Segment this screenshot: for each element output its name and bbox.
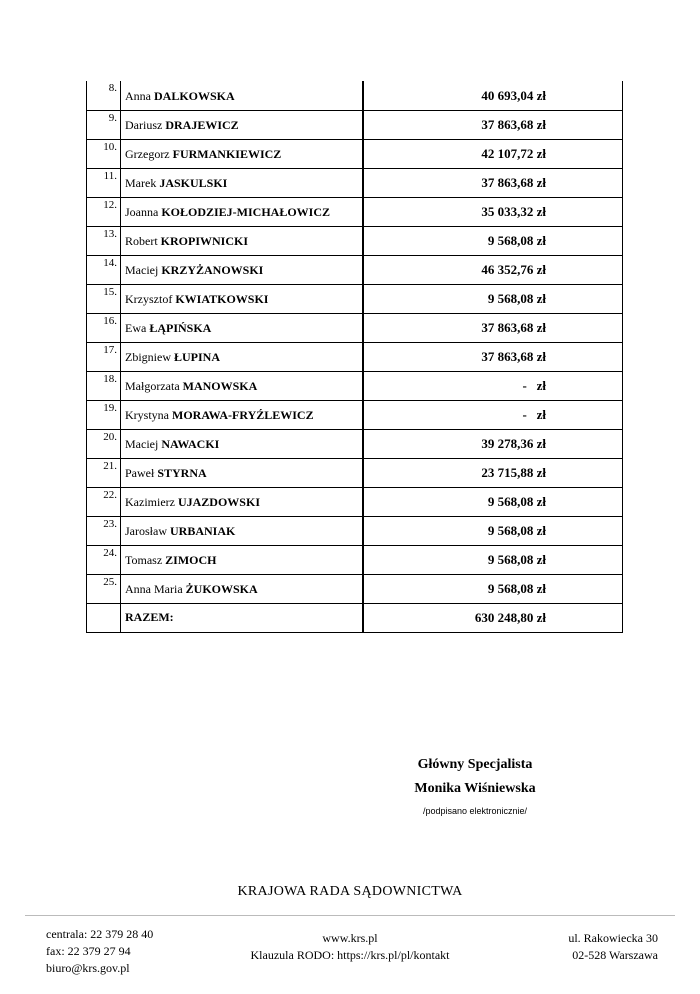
signature-name: Monika Wiśniewska bbox=[414, 781, 536, 796]
row-number: 20. bbox=[87, 429, 121, 458]
amount: 42 107,72 zł bbox=[363, 139, 623, 168]
surname: ŻUKOWSKA bbox=[185, 581, 258, 596]
table-row bbox=[87, 458, 623, 487]
person-name bbox=[121, 516, 363, 545]
row-number: 17. bbox=[87, 342, 121, 371]
row-number: 19. bbox=[87, 400, 121, 429]
surname: URBANIAK bbox=[170, 523, 236, 538]
surname: MORAWA-FRYŹLEWICZ bbox=[172, 407, 314, 422]
signature-note: /podpisano elektronicznie/ bbox=[422, 806, 528, 816]
row-number: 10. bbox=[87, 139, 121, 168]
row-number: 13. bbox=[87, 226, 121, 255]
row-number: 14. bbox=[87, 255, 121, 284]
table-row bbox=[87, 139, 623, 168]
table-row bbox=[87, 197, 623, 226]
amount: - zł bbox=[363, 400, 623, 429]
surname: UJAZDOWSKI bbox=[177, 494, 260, 509]
surname: DRAJEWICZ bbox=[165, 117, 239, 132]
first-name: Ewa bbox=[125, 320, 147, 335]
table-row bbox=[87, 516, 623, 545]
first-name: Dariusz bbox=[125, 117, 163, 132]
table-row bbox=[87, 487, 623, 516]
footer-fax: fax: 22 379 27 94 bbox=[46, 944, 131, 958]
first-name: Marek bbox=[125, 175, 157, 190]
first-name: Zbigniew bbox=[125, 349, 171, 364]
table-row bbox=[87, 168, 623, 197]
table-row bbox=[87, 313, 623, 342]
amount: 46 352,76 zł bbox=[363, 255, 623, 284]
person-name bbox=[121, 255, 363, 284]
amount: 39 278,36 zł bbox=[363, 429, 623, 458]
first-name: Jarosław bbox=[125, 523, 167, 538]
person-name bbox=[121, 400, 363, 429]
compensation-table bbox=[86, 81, 623, 633]
amount: - zł bbox=[363, 371, 623, 400]
table-row bbox=[87, 284, 623, 313]
person-name bbox=[121, 110, 363, 139]
surname: MANOWSKA bbox=[182, 378, 258, 393]
amount: 37 863,68 zł bbox=[363, 168, 623, 197]
amount: 9 568,08 zł bbox=[363, 545, 623, 574]
amount: 23 715,88 zł bbox=[363, 458, 623, 487]
footer-street: ul. Rakowiecka 30 bbox=[568, 931, 658, 945]
footer-divider bbox=[25, 915, 675, 916]
row-number: 22. bbox=[87, 487, 121, 516]
amount: 9 568,08 zł bbox=[363, 284, 623, 313]
table-row bbox=[87, 81, 623, 110]
footer-rodo: Klauzula RODO: https://krs.pl/pl/kontakt bbox=[250, 948, 450, 962]
amount: 9 568,08 zł bbox=[363, 574, 623, 603]
surname: KOŁODZIEJ-MICHAŁOWICZ bbox=[161, 204, 331, 219]
table-row bbox=[87, 255, 623, 284]
person-name bbox=[121, 139, 363, 168]
total-empty-cell bbox=[87, 603, 121, 632]
footer-city: 02-528 Warszawa bbox=[572, 948, 658, 962]
amount: 37 863,68 zł bbox=[363, 342, 623, 371]
surname: ZIMOCH bbox=[165, 552, 217, 567]
row-number: 23. bbox=[87, 516, 121, 545]
signature-title: Główny Specjalista bbox=[417, 757, 533, 772]
person-name bbox=[121, 81, 363, 110]
person-name bbox=[121, 545, 363, 574]
person-name bbox=[121, 313, 363, 342]
organization-name: KRAJOWA RADA SĄDOWNICTWA bbox=[237, 884, 463, 899]
table-body bbox=[87, 81, 623, 632]
person-name bbox=[121, 284, 363, 313]
row-number: 9. bbox=[87, 110, 121, 139]
first-name: Maciej bbox=[125, 262, 159, 277]
person-name bbox=[121, 574, 363, 603]
footer-website: www.krs.pl bbox=[322, 931, 378, 945]
surname: ŁUPINA bbox=[174, 349, 221, 364]
table-row bbox=[87, 226, 623, 255]
table-row bbox=[87, 429, 623, 458]
amount: 37 863,68 zł bbox=[363, 313, 623, 342]
first-name: Robert bbox=[125, 233, 158, 248]
row-number: 8. bbox=[87, 81, 121, 110]
first-name: Tomasz bbox=[125, 552, 163, 567]
first-name: Maciej bbox=[125, 436, 159, 451]
footer-address bbox=[568, 930, 658, 964]
table-row bbox=[87, 342, 623, 371]
footer-email: biuro@krs.gov.pl bbox=[46, 961, 130, 975]
row-number: 25. bbox=[87, 574, 121, 603]
person-name bbox=[121, 487, 363, 516]
person-name bbox=[121, 342, 363, 371]
total-label: RAZEM: bbox=[121, 603, 363, 632]
first-name: Anna Maria bbox=[125, 581, 183, 596]
first-name: Joanna bbox=[125, 204, 159, 219]
row-number: 16. bbox=[87, 313, 121, 342]
surname: FURMANKIEWICZ bbox=[172, 146, 282, 161]
person-name bbox=[121, 197, 363, 226]
surname: KWIATKOWSKI bbox=[175, 291, 269, 306]
surname: ŁĄPIŃSKA bbox=[149, 320, 212, 335]
person-name bbox=[121, 226, 363, 255]
row-number: 21. bbox=[87, 458, 121, 487]
table-row bbox=[87, 371, 623, 400]
total-row bbox=[87, 603, 623, 632]
surname: KRZYŻANOWSKI bbox=[161, 262, 264, 277]
table-row bbox=[87, 574, 623, 603]
amount: 9 568,08 zł bbox=[363, 226, 623, 255]
first-name: Paweł bbox=[125, 465, 155, 480]
row-number: 15. bbox=[87, 284, 121, 313]
table-row bbox=[87, 110, 623, 139]
footer-phone: centrala: 22 379 28 40 bbox=[46, 927, 154, 941]
surname: NAWACKI bbox=[161, 436, 220, 451]
surname: KROPIWNICKI bbox=[160, 233, 249, 248]
table-row bbox=[87, 545, 623, 574]
row-number: 18. bbox=[87, 371, 121, 400]
first-name: Grzegorz bbox=[125, 146, 170, 161]
surname: STYRNA bbox=[157, 465, 207, 480]
first-name: Krystyna bbox=[125, 407, 169, 422]
row-number: 11. bbox=[87, 168, 121, 197]
surname: DALKOWSKA bbox=[154, 88, 235, 103]
amount: 9 568,08 zł bbox=[363, 516, 623, 545]
person-name bbox=[121, 371, 363, 400]
person-name bbox=[121, 168, 363, 197]
amount: 35 033,32 zł bbox=[363, 197, 623, 226]
amount: 40 693,04 zł bbox=[363, 81, 623, 110]
first-name: Kazimierz bbox=[125, 494, 175, 509]
amount: 37 863,68 zł bbox=[363, 110, 623, 139]
row-number: 12. bbox=[87, 197, 121, 226]
amount: 9 568,08 zł bbox=[363, 487, 623, 516]
person-name bbox=[121, 458, 363, 487]
person-name bbox=[121, 429, 363, 458]
first-name: Anna bbox=[125, 88, 151, 103]
table-row bbox=[87, 400, 623, 429]
total-amount: 630 248,80 zł bbox=[363, 603, 623, 632]
surname: JASKULSKI bbox=[159, 175, 228, 190]
first-name: Krzysztof bbox=[125, 291, 173, 306]
row-number: 24. bbox=[87, 545, 121, 574]
first-name: Małgorzata bbox=[125, 378, 180, 393]
